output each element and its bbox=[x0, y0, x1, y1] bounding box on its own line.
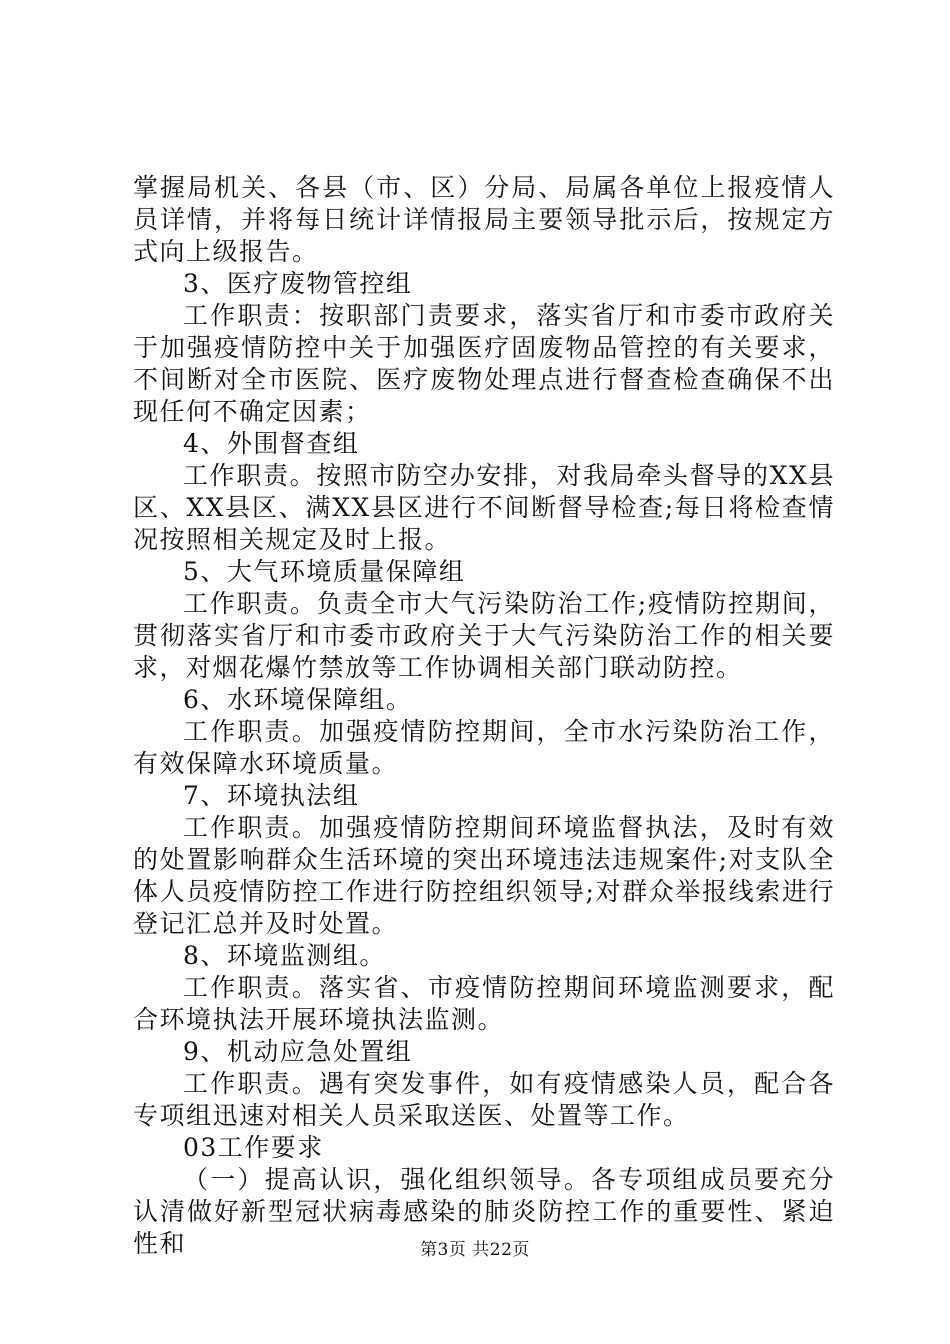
page-number-label: 第3页 共22页 bbox=[420, 1240, 530, 1260]
section-heading: 03工作要求 bbox=[183, 1133, 324, 1162]
section-heading: 9、机动应急处置组 bbox=[183, 1037, 413, 1066]
page-footer bbox=[0, 1240, 950, 1260]
paragraph: 工作职责。落实省、市疫情防控期间环境监测要求，配合环境执法开展环境执法监测。 bbox=[133, 973, 835, 1034]
paragraph: 工作职责。加强疫情防控期间，全市水污染防治工作，有效保障水环境质量。 bbox=[133, 717, 835, 778]
section-heading: 3、医疗废物管控组 bbox=[183, 269, 413, 298]
paragraph: 工作职责。加强疫情防控期间环境监督执法，及时有效的处置影响群众生活环境的突出环境违法违规案件;对支队全体人员疫情防控工作进行防控组织领导;对群众举报线索进行登记汇总并及时处置。 bbox=[133, 813, 835, 938]
paragraph: 工作职责。遇有突发事件，如有疫情感染人员，配合各专项组迅速对相关人员采取送医、处置等工作。 bbox=[133, 1069, 835, 1130]
section-heading: 6、水环境保障组。 bbox=[183, 685, 413, 714]
section-heading: 7、环境执法组 bbox=[183, 781, 360, 810]
section-heading: 5、大气环境质量保障组 bbox=[183, 557, 466, 586]
paragraph: 工作职责：按职部门责要求，落实省厅和市委市政府关于加强疫情防控中关于加强医疗固废物品管控的有关要求，不间断对全市医院、医疗废物处理点进行督查检查确保不出现任何不确定因素； bbox=[133, 301, 835, 426]
document-body bbox=[133, 172, 835, 1260]
section-heading: 4、外围督查组 bbox=[183, 429, 360, 458]
paragraph: 工作职责。按照市防空办安排，对我局牵头督导的XX县区、XX县区、满XX县区进行不间断督导检查;每日将检查情况按照相关规定及时上报。 bbox=[133, 461, 835, 554]
paragraph: 掌握局机关、各县（市、区）分局、局属各单位上报疫情人员详情，并将每日统计详情报局主要领导批示后，按规定方式向上级报告。 bbox=[133, 173, 835, 266]
section-heading: 8、环境监测组。 bbox=[183, 941, 386, 970]
paragraph: （一）提高认识，强化组织领导。各专项组成员要充分认清做好新型冠状病毒感染的肺炎防控工作的重要性、紧迫性和 bbox=[133, 1165, 835, 1258]
paragraph: 工作职责。负责全市大气污染防治工作;疫情防控期间，贯彻落实省厅和市委市政府关于大气污染防治工作的相关要求，对烟花爆竹禁放等工作协调相关部门联动防控。 bbox=[133, 589, 835, 682]
